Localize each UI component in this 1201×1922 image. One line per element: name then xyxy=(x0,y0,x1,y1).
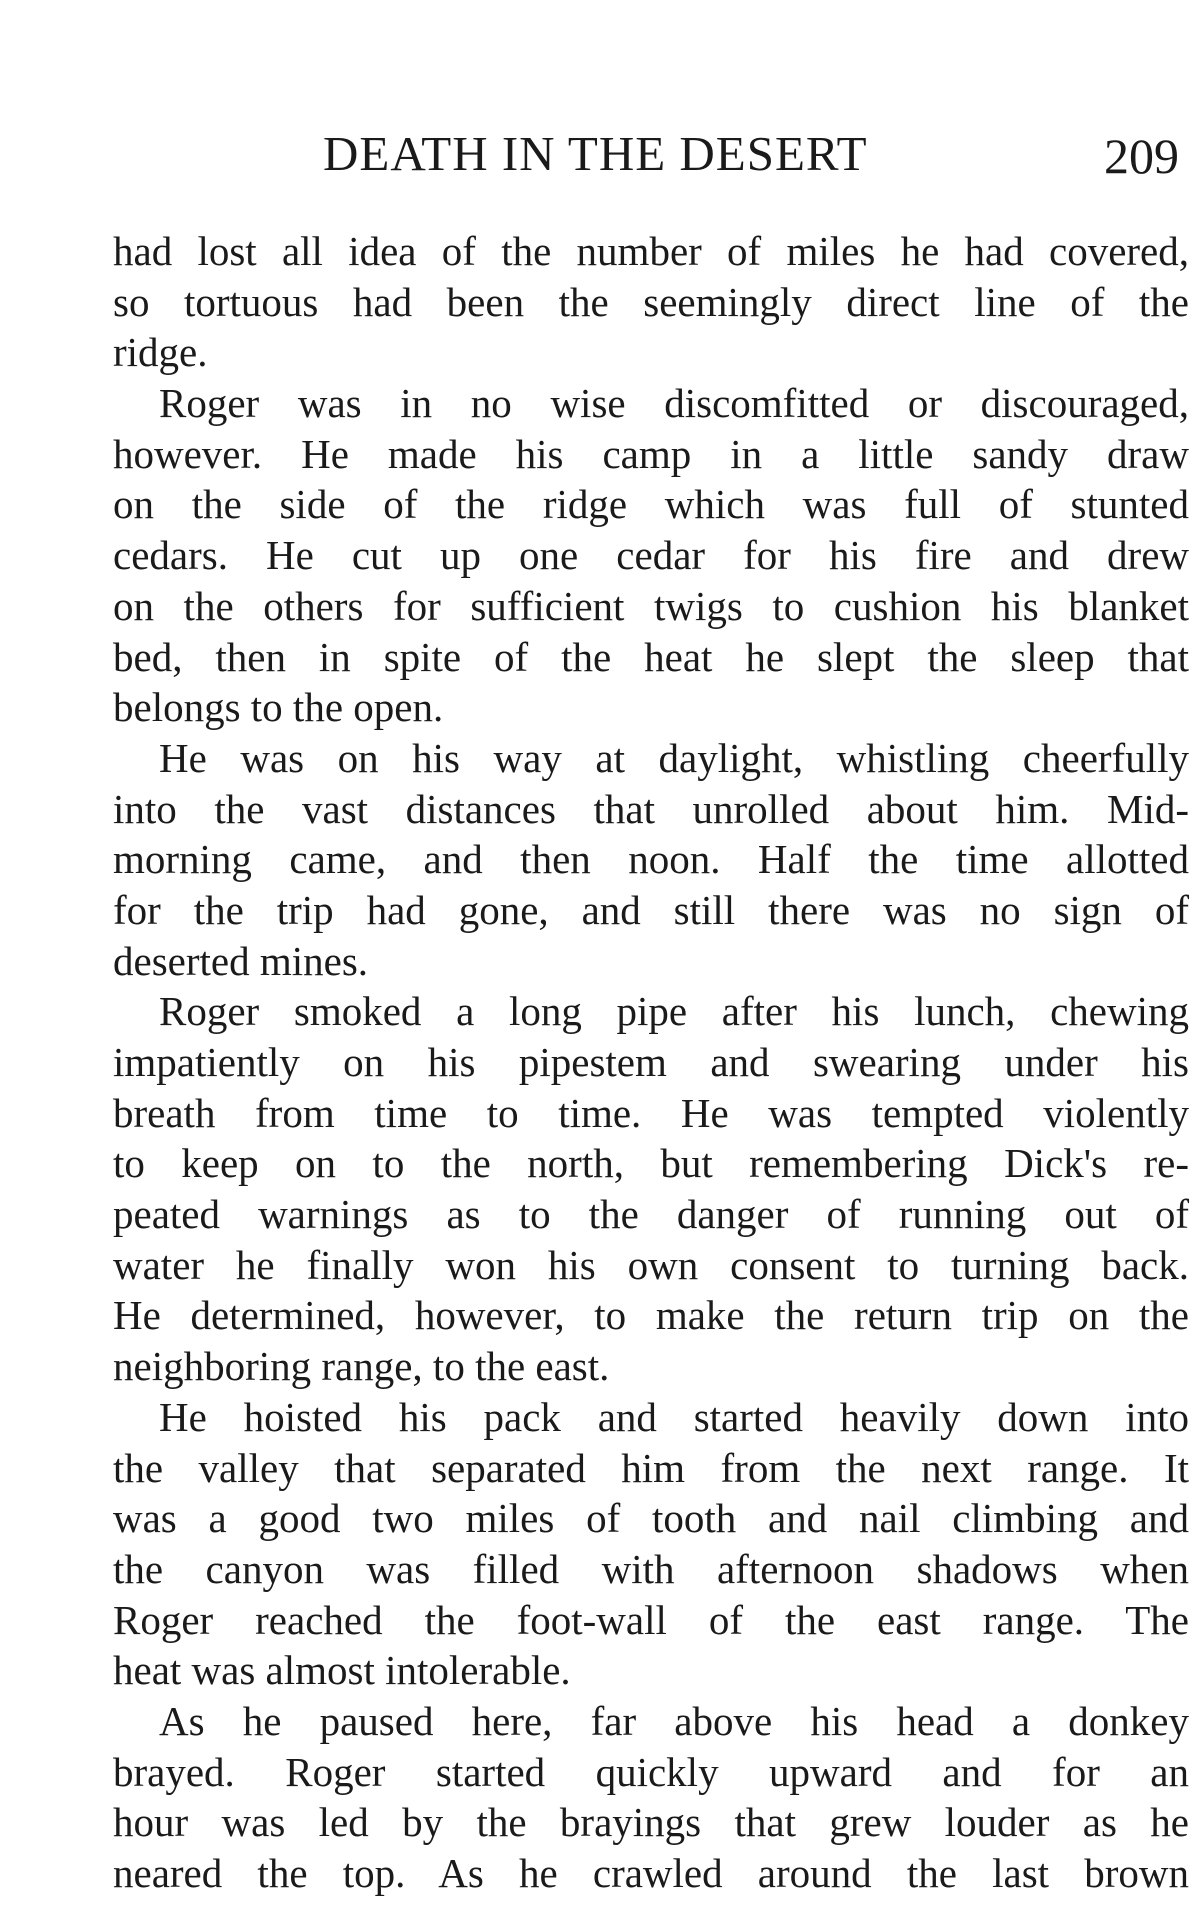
body-text xyxy=(113,226,1189,1899)
text-line: breath from time to time. He was tempted violently xyxy=(113,1089,1189,1136)
text-line: on the side of the ridge which was full of stunted xyxy=(113,481,1189,528)
text-line: was a good two miles of tooth and nail climbing and xyxy=(113,1495,1189,1542)
text-line: He hoisted his pack and started heavily down into xyxy=(159,1393,1189,1440)
text-line: the canyon was filled with afternoon shadows when xyxy=(113,1545,1189,1592)
text-line: on the others for sufficient twigs to cushion his blanket xyxy=(113,582,1189,629)
text-line: He determined, however, to make the return trip on the xyxy=(113,1292,1189,1339)
text-line: impatiently on his pipestem and swearing under his xyxy=(113,1039,1189,1085)
text-line: deserted mines. xyxy=(113,937,369,984)
text-line: belongs to the open. xyxy=(113,684,444,731)
text-line: Roger was in no wise discomfitted or discouraged, xyxy=(159,380,1189,427)
page-number: 209 xyxy=(1104,128,1179,184)
text-line: the valley that separated him from the next range. It xyxy=(113,1444,1189,1491)
text-line: cedars. He cut up one cedar for his fire and drew xyxy=(113,532,1189,579)
text-line: Roger smoked a long pipe after his lunch, chewing xyxy=(159,988,1189,1035)
text-line: As he paused here, far above his head a donkey xyxy=(159,1697,1189,1744)
text-line: brayed. Roger started quickly upward and for an xyxy=(113,1748,1189,1795)
text-line: to keep on to the north, but remembering Dick's re- xyxy=(113,1140,1189,1187)
text-line: so tortuous had been the seemingly direct line of the xyxy=(113,278,1189,325)
text-line: neighboring range, to the east. xyxy=(113,1343,610,1390)
page-header xyxy=(0,124,1201,184)
text-line: had lost all idea of the number of miles he had covered, xyxy=(113,228,1189,274)
text-line: heat was almost intolerable. xyxy=(113,1647,571,1694)
text-line: into the vast distances that unrolled about him. Mid- xyxy=(113,785,1189,832)
text-line: neared the top. As he crawled around the last brown xyxy=(113,1850,1189,1896)
text-line: peated warnings as to the danger of running out of xyxy=(113,1191,1189,1238)
text-line: water he finally won his own consent to turning back. xyxy=(113,1241,1189,1288)
text-line: He was on his way at daylight, whistling cheerfully xyxy=(159,734,1189,781)
text-line: for the trip had gone, and still there was no sign of xyxy=(113,886,1189,933)
text-line: morning came, and then noon. Half the time allotted xyxy=(113,836,1189,883)
text-line: ridge. xyxy=(113,329,208,376)
running-title: DEATH IN THE DESERT xyxy=(323,126,868,181)
text-line: Roger reached the foot-wall of the east range. The xyxy=(113,1596,1189,1643)
text-line: however. He made his camp in a little sandy draw xyxy=(113,430,1189,477)
text-line: hour was led by the brayings that grew louder as he xyxy=(113,1799,1189,1846)
text-line: bed, then in spite of the heat he slept the sleep that xyxy=(113,633,1189,680)
